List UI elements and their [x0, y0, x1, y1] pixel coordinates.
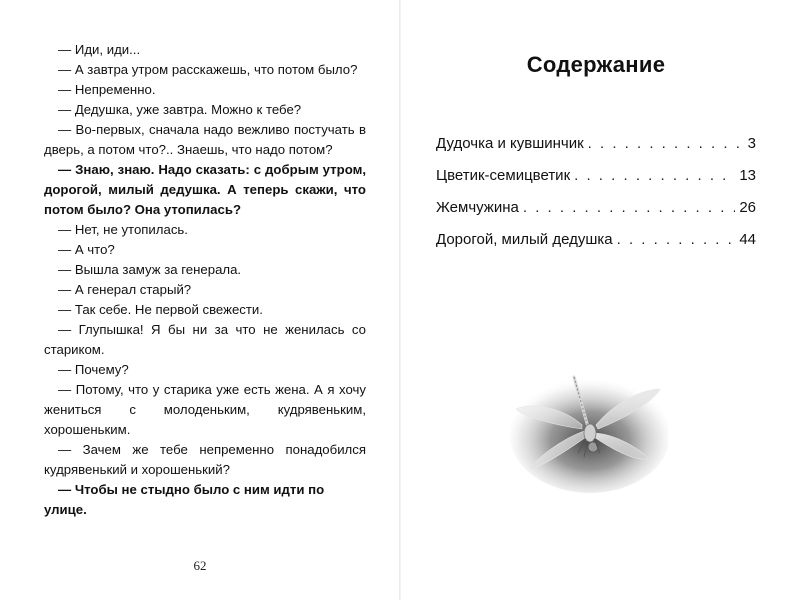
toc-entry-title: Дудочка и кувшинчик [436, 135, 584, 152]
dialog-line: — Непременно. [58, 82, 156, 97]
dialog-line: — А генерал старый? [58, 282, 192, 297]
toc-entry-page: 26 [739, 199, 756, 216]
dialog-line: — Потому, что у старика уже есть жена. А я хочу жениться с молоденьким, кудрявеньким, хорошеньким. [44, 382, 366, 437]
dialog-line: — Так себе. Не первой свежести. [58, 302, 263, 317]
dot-leader [588, 135, 744, 152]
toc-entry-title: Дорогой, милый дедушка [436, 231, 613, 248]
toc-entry-title: Жемчужина [436, 199, 519, 216]
dialog-line: — Зачем же тебе непременно понадобился кудрявенький и хорошенький? [44, 442, 366, 477]
toc-entry-page: 13 [739, 167, 756, 184]
toc-entry-page: 44 [739, 231, 756, 248]
toc-entry[interactable] [436, 199, 756, 231]
dialog-line: — Иди, иди... [58, 42, 141, 57]
dialog-text [44, 40, 366, 520]
right-page [400, 0, 800, 600]
dialog-line: — Чтобы не стыдно было с ним идти по улице. [44, 482, 325, 517]
table-of-contents [436, 135, 756, 263]
toc-entry[interactable] [436, 167, 756, 199]
dragonfly-illustration [508, 365, 668, 495]
dialog-line: — Почему? [58, 362, 129, 377]
dragonfly-icon [508, 365, 668, 495]
dialog-line: — Знаю, знаю. Надо сказать: с добрым утром, дорогой, милый дедушка. А теперь скажи, что потом было? Она утопилась? [44, 162, 366, 217]
dialog-line: — А что? [58, 242, 115, 257]
page-number: 62 [193, 558, 207, 573]
dialog-line: — Во-первых, сначала надо вежливо постучать в дверь, а потом что?.. Знаешь, что надо потом? [44, 122, 366, 157]
toc-title: Содержание [526, 52, 666, 77]
dialog-line: — Нет, не утопилась. [58, 222, 188, 237]
dot-leader [574, 167, 735, 184]
toc-entry-title: Цветик-семицветик [436, 167, 571, 184]
dialog-line: — Глупышка! Я бы ни за что не женилась со стариком. [44, 322, 366, 357]
dialog-line: — Дедушка, уже завтра. Можно к тебе? [58, 102, 302, 117]
dot-leader [523, 199, 735, 216]
toc-entry[interactable] [436, 135, 756, 167]
toc-entry[interactable] [436, 231, 756, 263]
dialog-line: — Вышла замуж за генерала. [58, 262, 242, 277]
dot-leader [617, 231, 736, 248]
toc-entry-page: 3 [747, 135, 756, 152]
dialog-line: — А завтра утром расскажешь, что потом было? [58, 62, 358, 77]
